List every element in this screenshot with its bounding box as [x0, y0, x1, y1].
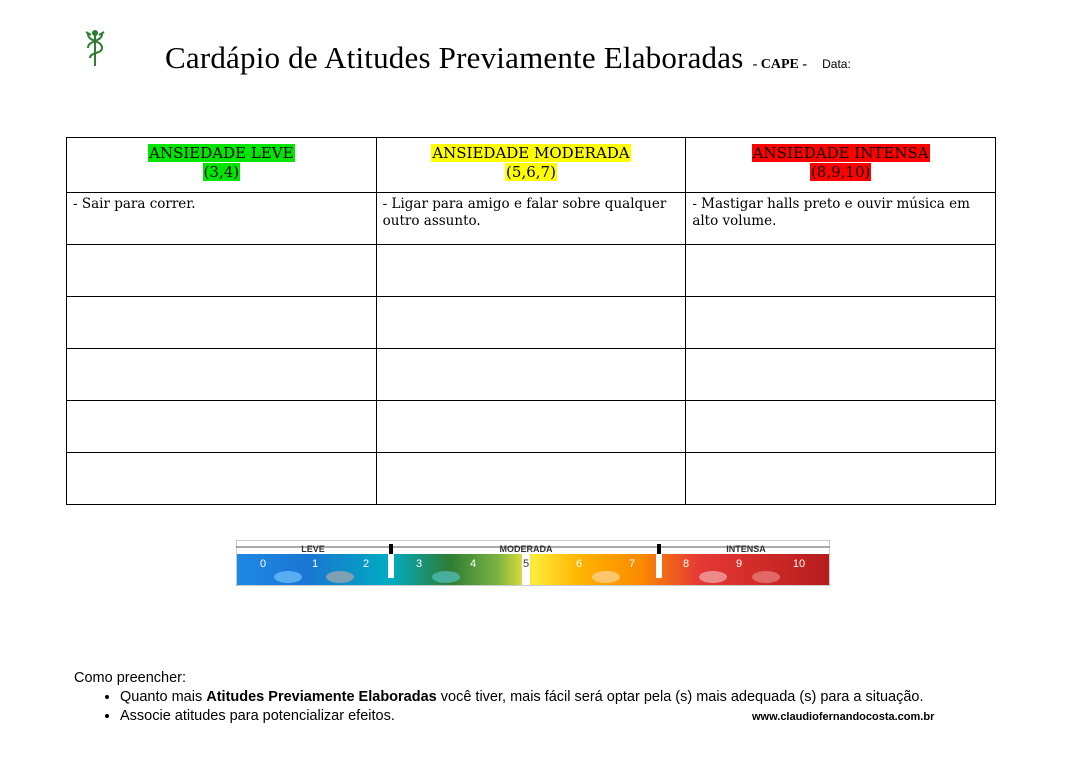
column-label-leve: ANSIEDADE LEVE	[149, 144, 294, 162]
table-cell[interactable]	[376, 297, 686, 349]
anxiety-scale	[236, 540, 830, 586]
table-cell[interactable]	[67, 297, 377, 349]
attitudes-table	[66, 137, 996, 505]
table-cell[interactable]: - Sair para correr.	[67, 193, 377, 245]
scale-number: 1	[311, 558, 319, 570]
instruction-1-text: Quanto mais	[120, 689, 207, 705]
list-item	[120, 688, 954, 707]
column-header-moderada	[376, 138, 686, 193]
scale-number: 4	[469, 558, 477, 570]
table-cell[interactable]	[686, 453, 996, 505]
face-icon	[592, 571, 620, 583]
column-header-intensa	[686, 138, 996, 193]
scale-number: 7	[628, 558, 636, 570]
table-cell[interactable]	[67, 401, 377, 453]
table-cell[interactable]	[67, 349, 377, 401]
table-row	[67, 245, 996, 297]
table-cell[interactable]	[686, 401, 996, 453]
scale-number: 3	[415, 558, 423, 570]
scale-number: 2	[362, 558, 370, 570]
scale-label-intensa: INTENSA	[726, 544, 766, 554]
instruction-1-text-end: você tiver, mais fácil será optar pela (s) mais adequada (s) para a situação.	[436, 689, 924, 705]
website-url: www.claudiofernandocosta.com.br	[752, 711, 935, 723]
table-row	[67, 297, 996, 349]
column-label-intensa: ANSIEDADE INTENSA	[752, 144, 929, 162]
face-icon	[752, 571, 780, 583]
table-cell[interactable]	[376, 349, 686, 401]
scale-label-leve: LEVE	[301, 544, 325, 554]
scale-number: 8	[682, 558, 690, 570]
instruction-2-text: Associe atitudes para potencializar efeitos.	[120, 708, 395, 724]
column-range-moderada: (5,6,7)	[506, 163, 556, 181]
page-title: Cardápio de Atitudes Previamente Elaboradas	[165, 40, 744, 75]
scale-label-moderada: MODERADA	[499, 544, 553, 554]
table-row	[67, 193, 996, 245]
face-icon	[326, 571, 354, 583]
column-label-moderada: ANSIEDADE MODERADA	[432, 144, 630, 162]
face-icon	[274, 571, 302, 583]
caduceus-logo-icon	[82, 28, 108, 68]
table-cell[interactable]	[67, 453, 377, 505]
date-label: Data:	[822, 57, 851, 71]
table-row	[67, 453, 996, 505]
column-header-leve	[67, 138, 377, 193]
scale-number: 6	[575, 558, 583, 570]
scale-number: 5	[522, 558, 530, 570]
instructions-heading: Como preencher:	[74, 670, 187, 686]
table-cell[interactable]	[686, 349, 996, 401]
table-cell[interactable]: - Ligar para amigo e falar sobre qualquer outro assunto.	[376, 193, 686, 245]
table-row	[67, 349, 996, 401]
face-icon	[699, 571, 727, 583]
column-range-intensa: (8,9,10)	[810, 163, 871, 181]
scale-number: 10	[792, 558, 806, 570]
table-row	[67, 401, 996, 453]
table-header-row	[67, 138, 996, 193]
table-cell[interactable]	[376, 401, 686, 453]
page-title-row	[165, 40, 851, 76]
instruction-1-bold: Atitudes Previamente Elaboradas	[206, 689, 437, 705]
cape-acronym: - CAPE -	[752, 57, 808, 72]
table-cell[interactable]	[686, 245, 996, 297]
face-icon	[432, 571, 460, 583]
table-cell[interactable]	[376, 453, 686, 505]
scale-number: 9	[735, 558, 743, 570]
column-range-leve: (3,4)	[203, 163, 240, 181]
table-cell[interactable]: - Mastigar halls preto e ouvir música em alto volume.	[686, 193, 996, 245]
table-cell[interactable]	[376, 245, 686, 297]
table-cell[interactable]	[67, 245, 377, 297]
scale-number: 0	[259, 558, 267, 570]
table-cell[interactable]	[686, 297, 996, 349]
